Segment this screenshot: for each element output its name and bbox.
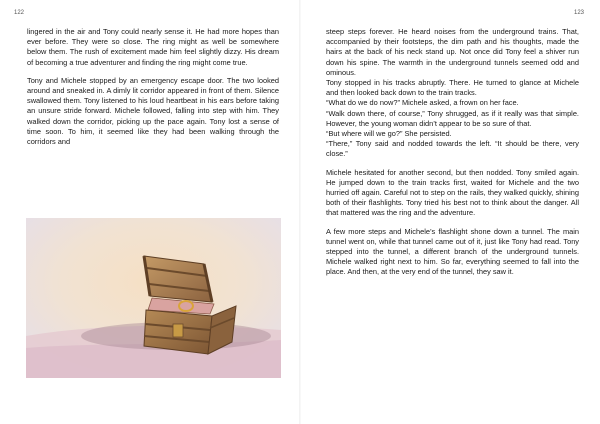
right-paragraph-1: steep steps forever. He heard noises from the underground trains. That, accompanied by their footsteps, the dim path and his thoughts, made the hairs at the back of his neck stand up. Not once did Tony feel a shiver run down his spine. The warmth in the underground tunnels seemed odd and ominous.	[326, 27, 579, 77]
right-page-body	[326, 27, 579, 278]
right-paragraph-8: A few more steps and Michele’s flashlight shone down a tunnel. The main tunnel went on, while that tunnel came out of it, just like Tony had read. Tony stepped into the tunnel, a different branch of the underground tunnels. Michele walked right next to him. So far, everything seemed to fall into the place. And then, at the very end of the tunnel, they saw it.	[326, 226, 579, 277]
left-paragraph-2: Tony and Michele stopped by an emergency escape door. The two looked around and sneaked in. A dimly lit corridor appeared in front of them. Silence swallowed them. Tony listened to his loud heartbeat in his ears before taking an unsure stride forward. Michele followed, falling into step with him. They walked down the corridor, picking up the pace again. Tony lost a sense of time soon. To him, it seemed like they had been walking through the corridors and	[27, 75, 279, 147]
right-paragraph-2: Tony stopped in his tracks abruptly. There. He turned to glance at Michele and then looked back down to the train tracks.	[326, 78, 579, 98]
left-page-body	[27, 27, 279, 155]
right-paragraph-4: “Walk down there, of course,” Tony shrugged, as if it really was that simple. However, the young woman didn’t appear to be so sure of that.	[326, 108, 579, 128]
left-paragraph-1: lingered in the air and Tony could nearly sense it. He had more hopes than ever before. They were so close. The ring might as well be somewhere below them. The rush of excitement made him feel slightly dizzy. His dream of becoming a true adventurer and finding the ring might come true.	[27, 27, 279, 67]
right-paragraph-3: “What do we do now?” Michele asked, a frown on her face.	[326, 98, 519, 108]
right-page	[300, 0, 600, 424]
right-paragraph-5: “But where will we go?” She persisted.	[326, 129, 452, 139]
right-page-number: 123	[573, 10, 584, 16]
right-paragraph-7: Michele hesitated for another second, but then nodded. Tony smiled again. He jumped down to the train tracks first, waited for Michele and the two hurried off again. Careful not to step on the rails, they walked quickly, shining both of their flashlights. Tony tried his best not to think about the danger. All that mattered was the ring and the adventure.	[326, 167, 579, 218]
chest-lock	[173, 324, 183, 337]
right-paragraph-6: “There,” Tony said and nodded towards the left. “It should be there, very close.”	[326, 139, 579, 159]
treasure-chest-illustration	[26, 218, 281, 378]
left-page-number: 122	[14, 10, 25, 16]
